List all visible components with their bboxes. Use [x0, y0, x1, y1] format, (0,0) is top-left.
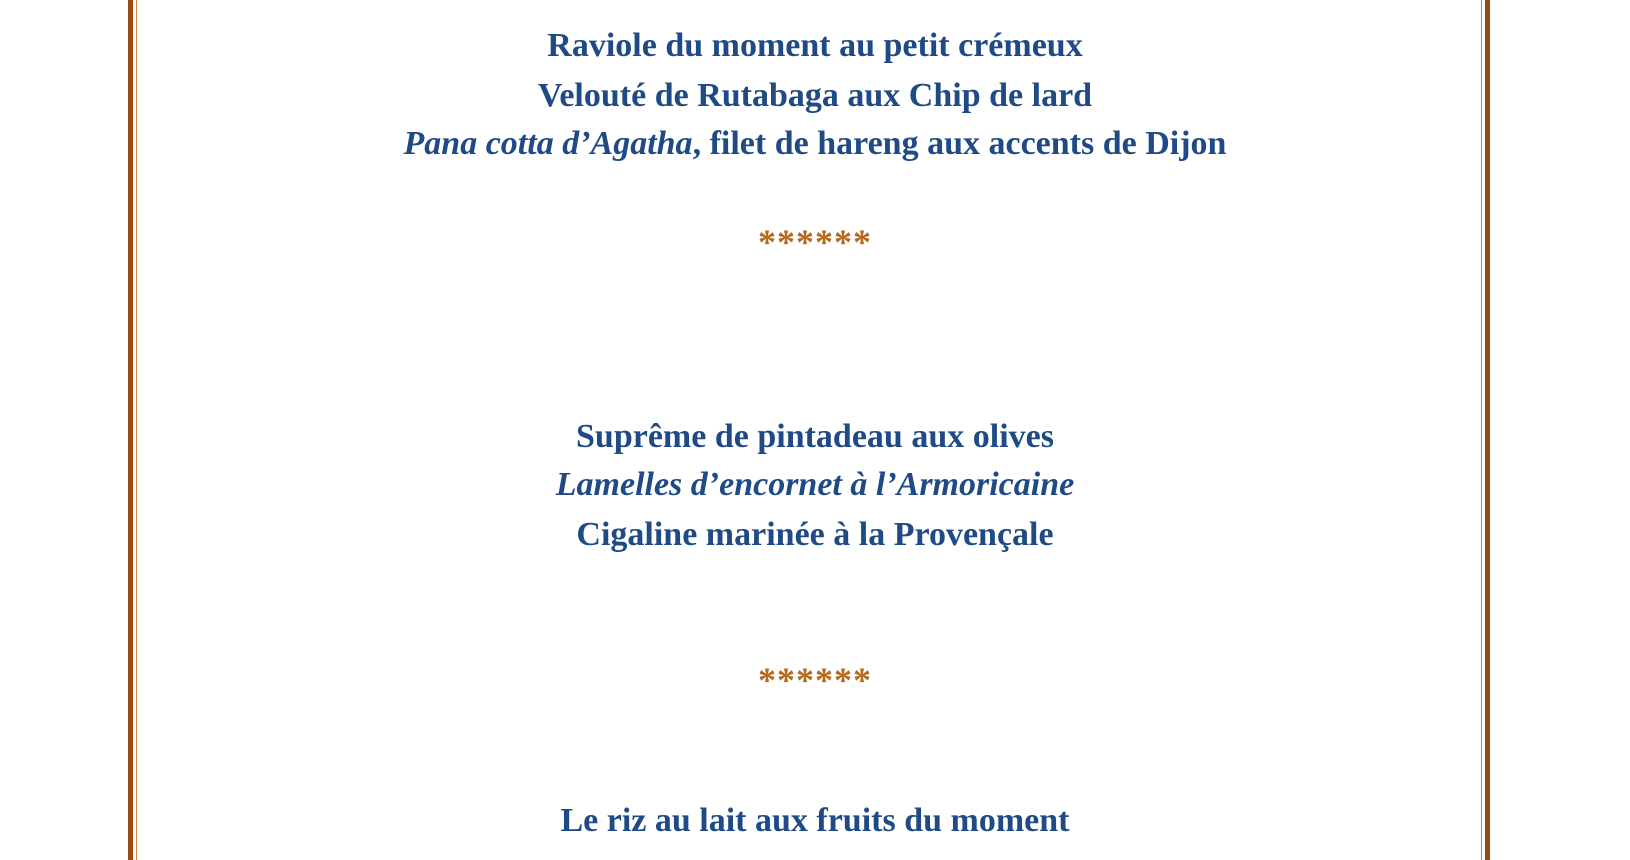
starter-item-1: Raviole du moment au petit crémeux: [547, 27, 1083, 64]
main-item-3: Cigaline marinée à la Provençale: [576, 516, 1054, 553]
dessert-item-1: Le riz au lait aux fruits du moment: [560, 802, 1070, 839]
starter-item-3-rest: , filet de hareng aux accents de Dijon: [692, 125, 1227, 162]
starter-item-2: Velouté de Rutabaga aux Chip de lard: [537, 77, 1093, 114]
separator-stars-2: ******: [758, 660, 872, 700]
starter-item-3: [0, 124, 1630, 164]
main-item-2: Lamelles d’encornet à l’Armoricaine: [555, 466, 1075, 503]
separator-stars-1: ******: [758, 222, 872, 262]
starter-item-3-italic: Pana cotta d’Agatha: [403, 125, 693, 162]
main-item-1: Suprême de pintadeau aux olives: [576, 418, 1054, 455]
